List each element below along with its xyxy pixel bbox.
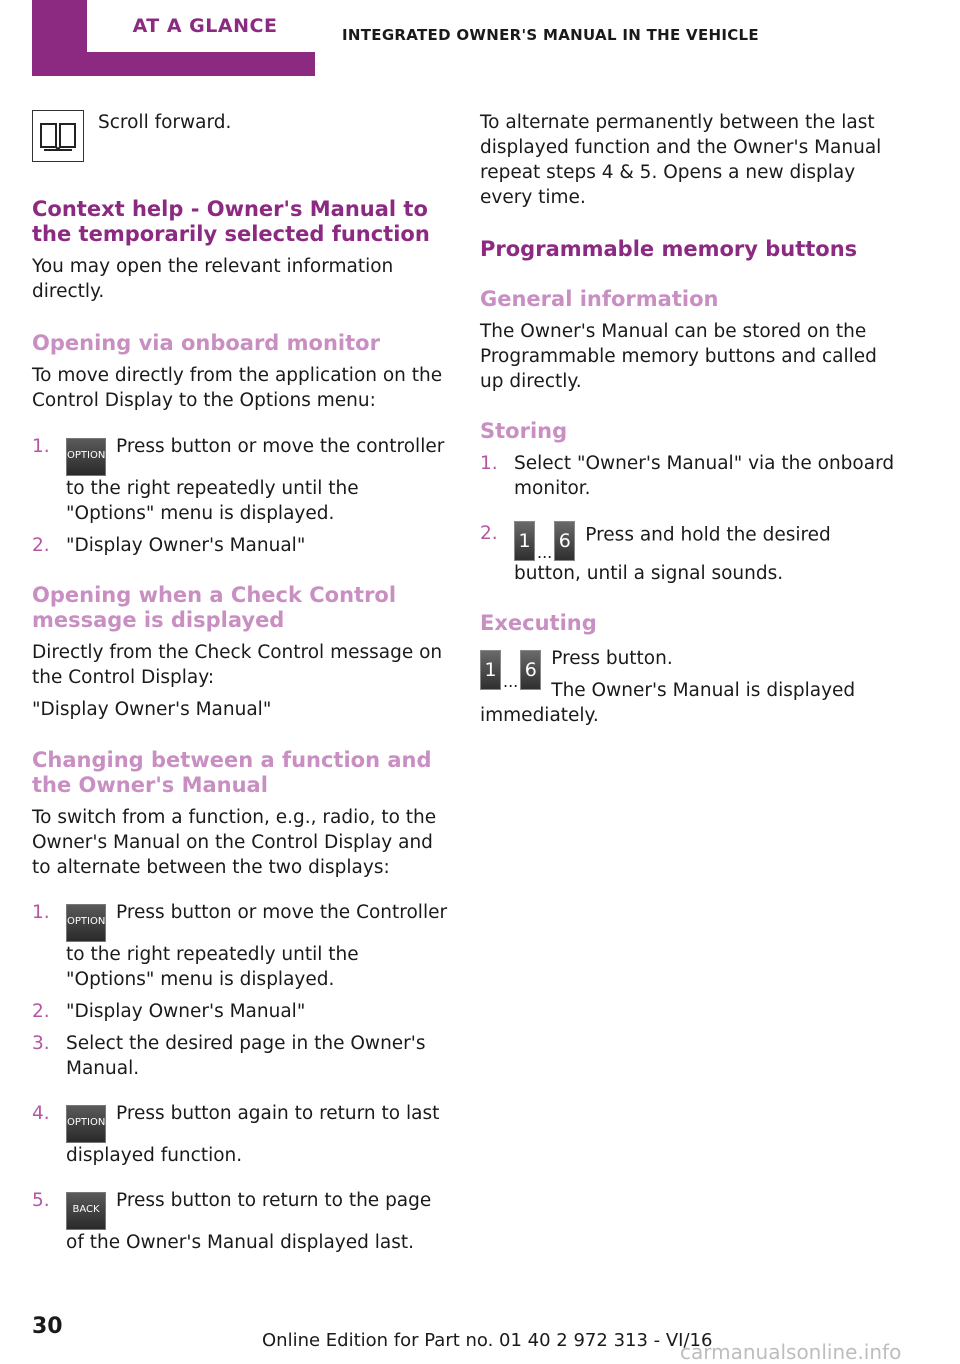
option-button-icon: OPTION (66, 904, 106, 942)
step-text: "Display Owner's Manual" (66, 535, 306, 556)
scroll-forward-text: Scroll forward. (98, 112, 232, 133)
step-text: Press button again to return to last displayed function. (66, 1103, 440, 1166)
list-item (32, 1101, 452, 1168)
step-number: 3. (32, 1033, 50, 1054)
step-text: Press button to return to the page of the Owner's Manual displayed last. (66, 1190, 432, 1253)
onboard-monitor-body: To move directly from the application on the Control Display to the Options menu: (32, 365, 443, 411)
step-number: 1. (480, 453, 498, 474)
step-number: 2. (480, 523, 498, 544)
step-text: Select the desired page in the Owner's Manual. (66, 1033, 426, 1079)
step-number: 1. (32, 436, 50, 457)
chapter-tab: AT A GLANCE (87, 0, 323, 52)
header-tab-bar (32, 0, 315, 76)
executing-result-text: The Owner's Manual is displayed immediately. (480, 680, 856, 726)
programmable-memory-heading: Programmable memory buttons (480, 237, 858, 261)
memory-button-icon (514, 521, 575, 561)
storing-steps-list (480, 451, 900, 586)
check-control-heading: Opening when a Check Control message is displayed (32, 583, 397, 632)
watermark: carmanualsonline.info (680, 1340, 902, 1364)
right-column (480, 110, 900, 728)
step-number: 5. (32, 1190, 50, 1211)
memory-key-6: 6 (554, 521, 575, 561)
memory-button-icon (480, 650, 541, 690)
list-item (32, 1031, 452, 1081)
memory-key-1: 1 (480, 650, 501, 690)
executing-block (480, 646, 900, 728)
step-text: Select "Owner's Manual" via the onboard monitor. (514, 453, 895, 499)
option-button-icon: OPTION (66, 438, 106, 476)
alternate-text: To alternate permanently between the last displayed function and the Owner's Manual repeat steps 4 & 5. Opens a new display every time. (480, 112, 882, 208)
edition-footer: Online Edition for Part no. 01 40 2 972 313 - VI/16 (262, 1330, 713, 1351)
executing-press-text: Press button. (551, 648, 673, 669)
page-number: 30 (32, 1314, 63, 1339)
onboard-steps-list (32, 434, 452, 558)
list-item (32, 1188, 452, 1255)
section-title: INTEGRATED OWNER'S MANUAL IN THE VEHICLE (342, 26, 759, 44)
check-control-body: Directly from the Check Control message on the Control Display: (32, 642, 443, 688)
book-icon (32, 110, 84, 162)
list-item (32, 533, 452, 558)
switch-steps-list (32, 900, 452, 1255)
storing-heading: Storing (480, 419, 568, 443)
list-item (480, 521, 900, 586)
back-button-icon: BACK (66, 1192, 106, 1230)
memory-key-6: 6 (520, 650, 541, 690)
list-item (32, 434, 452, 526)
key-dots: ... (537, 543, 553, 562)
step-text: Press and hold the desired button, until a signal sounds. (514, 524, 831, 584)
context-help-body: You may open the relevant information directly. (32, 256, 394, 302)
step-text: Press button or move the controller to the right repeatedly until the "Options" menu is displayed. (66, 436, 445, 524)
list-item (32, 900, 452, 992)
changing-function-body: To switch from a function, e.g., radio, to the Owner's Manual on the Control Display and to alternate between the two displays: (32, 807, 437, 878)
step-number: 4. (32, 1103, 50, 1124)
step-number: 2. (32, 535, 50, 556)
executing-heading: Executing (480, 611, 597, 635)
general-information-body: The Owner's Manual can be stored on the Programmable memory buttons and called up directly. (480, 321, 877, 392)
onboard-monitor-heading: Opening via onboard monitor (32, 331, 380, 355)
check-control-quote: "Display Owner's Manual" (32, 699, 272, 720)
context-help-heading: Context help - Owner's Manual to the temporarily selected function (32, 197, 430, 246)
step-number: 2. (32, 1001, 50, 1022)
key-dots: ... (503, 672, 519, 691)
changing-function-heading: Changing between a function and the Owner's Manual (32, 748, 432, 797)
list-item (32, 999, 452, 1024)
list-item (480, 451, 900, 501)
step-text: "Display Owner's Manual" (66, 1001, 306, 1022)
step-number: 1. (32, 902, 50, 923)
left-column (32, 110, 452, 1255)
step-text: Press button or move the Controller to the right repeatedly until the "Options" menu is displayed. (66, 902, 448, 990)
option-button-icon: OPTION (66, 1105, 106, 1143)
memory-key-1: 1 (514, 521, 535, 561)
general-information-heading: General information (480, 287, 719, 311)
